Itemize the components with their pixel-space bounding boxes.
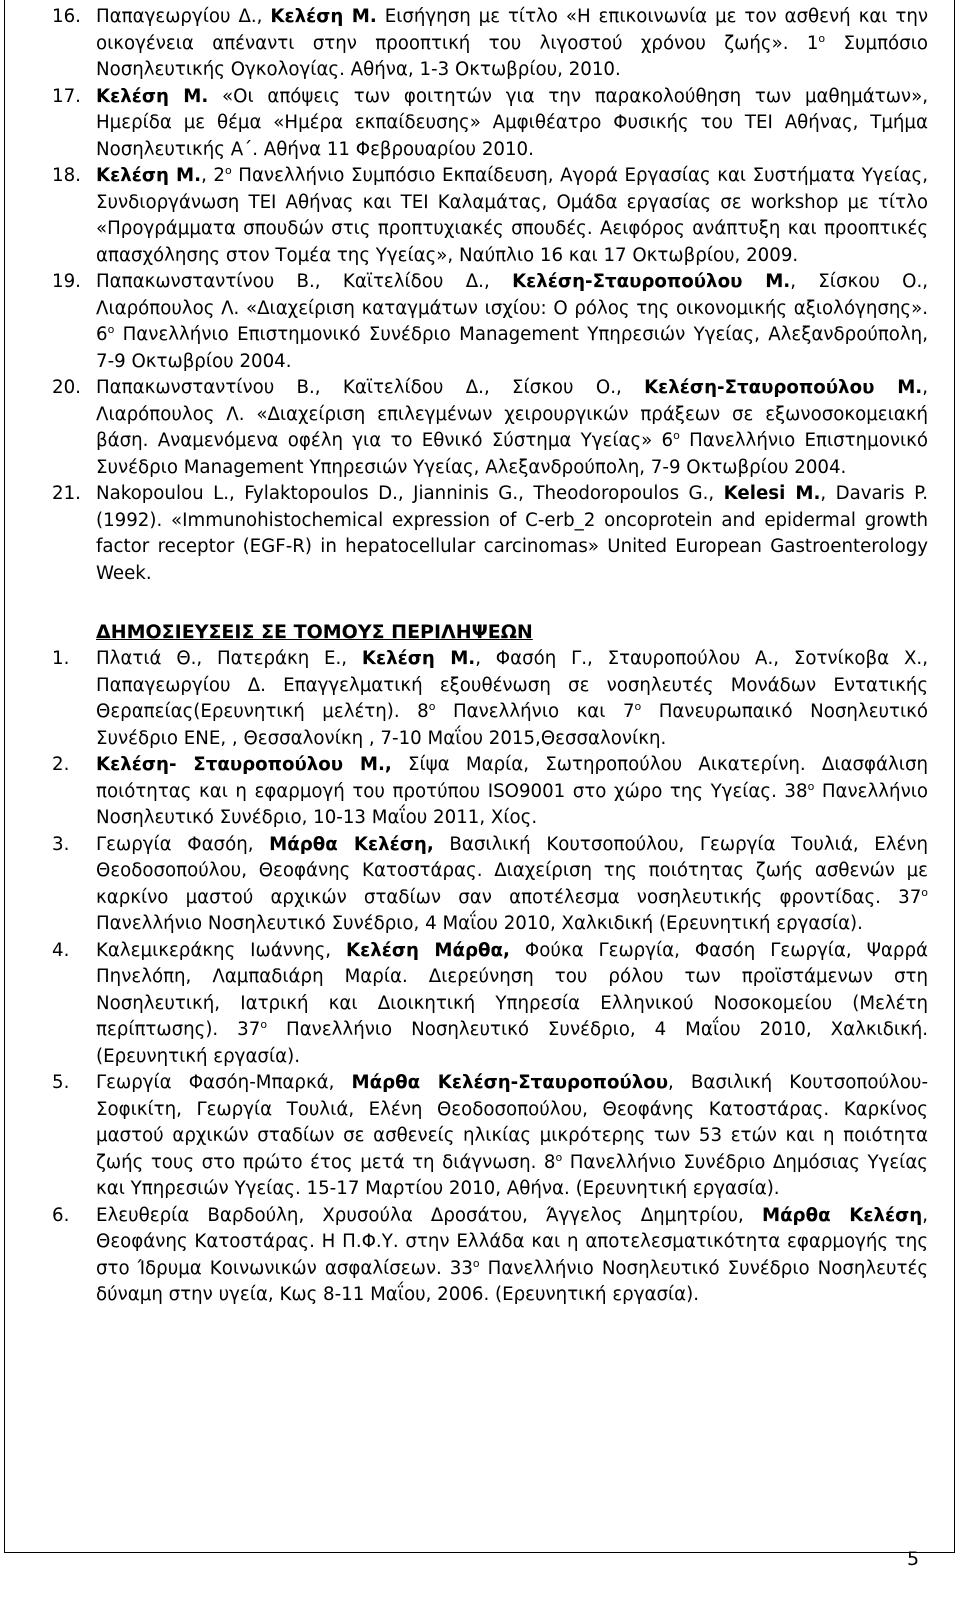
entry-text: Πανελλήνιο Επιστημονικό Συνέδριο Management Υπηρεσιών Υγείας, Αλεξανδρούπολη, 7-9 Οκτωβρίου 2004. [96, 324, 928, 372]
entry-text: Πανελλήνιο Νοσηλευτικό Συνέδριο, 4 Μαΐου 2010, Χαλκιδική. (Ερευνητική εργασία). [96, 1019, 929, 1067]
ordinal-superscript: ο [673, 429, 680, 442]
abstract-publications-list [52, 646, 928, 1309]
entry-text: Πανελλήνιο Συνέδριο Δημόσιας Υγείας και Υπηρεσιών Υγείας. 15-17 Μαρτίου 2010, Αθήνα. (Ερευνητική εργασία). [96, 1151, 928, 1199]
entry-text: Πλατιά Θ., Πατεράκη Ε., [96, 648, 362, 669]
ordinal-superscript: ο [818, 31, 826, 45]
ordinal-superscript: ο [634, 700, 642, 713]
reference-entry [52, 375, 928, 481]
entry-number: 21. [52, 483, 81, 504]
entry-text: Σίψα Μαρία, Σωτηροπούλου Αικατερίνη. Διασφάλιση ποιότητας και η εφαρμογή του προτύπου ISO9001 στο χώρο της Υγείας. 38 [96, 754, 928, 802]
entry-number: 16. [52, 6, 81, 27]
entry-text: Πανελλήνιο Νοσηλευτικό Συνέδριο Νοσηλευτές δύναμη στην υγεία, Κως 8-11 Μαΐου, 2006. (Ερευνητική εργασία). [96, 1257, 928, 1305]
entry-text: , Θεοφάνης Κατοστάρας. Η Π.Φ.Υ. στην Ελλάδα και η αποτελεσματικότητα εφαρμογής της στο Ίδρυμα Κοινωνικών ασφαλίσεων. 33 [96, 1204, 929, 1279]
entry-text: Πανελλήνιο Νοσηλευτικό Συνέδριο, 10-13 Μαΐου 2011, Χίος. [96, 780, 929, 828]
entry-text: Παπακωνσταντίνου Β., Καϊτελίδου Δ., [96, 271, 513, 292]
document-body [52, 4, 928, 1309]
reference-entry [52, 84, 928, 164]
entry-text: , Λιαρόπουλος Λ. «Διαχείριση επιλεγμένων χειρουργικών πράξεων σε εξωνοσοκομειακή βάση. Αναμενόμενα οφέλη για το Εθνικό Σύστημα Υγείας» 6 [96, 377, 929, 451]
entry-text: Πανελλήνιο Νοσηλευτικό Συνέδριο, 4 Μαΐου 2010, Χαλκιδική (Ερευνητική εργασία). [96, 913, 863, 934]
entry-text: , Davaris P. (1992). «Immunohistochemical expression of C-erb_2 oncoprotein and epidermal growth factor receptor (EGF-R) in hepatocellular carcinomas» United European Gastroenterology Week. [96, 483, 929, 584]
conference-presentations-list [52, 4, 928, 587]
author-highlight: Κελέση Μ. [96, 85, 209, 107]
entry-number: 2. [52, 754, 70, 775]
ordinal-superscript: ο [428, 700, 436, 713]
author-highlight: Κελέση-Σταυροπούλου Μ. [512, 271, 791, 292]
ordinal-superscript: ο [921, 885, 928, 899]
entry-number: 19. [52, 271, 81, 292]
entry-text: Ελευθερία Βαρδούλη, Χρυσούλα Δροσάτου, Άγγελος Δημητρίου, [96, 1204, 762, 1226]
reference-entry [52, 646, 928, 752]
reference-entry [52, 938, 928, 1071]
entry-text: , Φασόη Γ., Σταυροπούλου Α., Σοτνίκοβα Χ., Παπαγεωργίου Δ. Επαγγελματική εξουθένωση σε νοσηλευτές Μονάδων Εντατικής Θεραπείας(Ερευνητική μελέτη). 8 [96, 648, 928, 722]
entry-text: Πανελλήνιο Συμπόσιο Εκπαίδευση, Αγορά Εργασίας και Συστήματα Υγείας, Συνδιοργάνωση ΤΕΙ Αθήνας και ΤΕΙ Καλαμάτας, Ομάδα εργασίας σε workshop με τίτλο «Προγράμματα σπουδών στις προπτυχιακές σπουδές. Αειφόρος ανάπτυξη και προοπτικές απασχόλησης στον Τομέα της Υγείας», Ναύπλιο 16 και 17 Οκτωβρίου, 2009. [96, 165, 928, 266]
entry-text: Πανελλήνιο και 7 [435, 701, 635, 722]
entry-number: 1. [52, 648, 70, 669]
reference-entry [52, 269, 928, 375]
author-highlight: Μάρθα Κελέση, [269, 833, 434, 855]
entry-text: Πανευρωπαικό Νοσηλευτικό Συνέδριο ΕΝΕ, , Θεσσαλονίκη , 7-10 Μαΐου 2015,Θεσσαλονίκη. [96, 701, 928, 749]
ordinal-superscript: ο [260, 1018, 268, 1031]
entry-text: Παπακωνσταντίνου Β., Καϊτελίδου Δ., Σίσκου Ο., [96, 377, 645, 398]
reference-entry [52, 832, 928, 938]
entry-text: Εισήγηση με τίτλο «Η επικοινωνία με τον ασθενή και την οικογένεια απέναντι στην προοπτική του λιγοστού χρόνου ζωής». 1 [96, 6, 929, 54]
author-highlight: Κελέση Μ. [270, 6, 377, 27]
entry-text: Παπαγεωργίου Δ., [96, 6, 271, 27]
entry-number: 4. [52, 939, 70, 961]
reference-entry [52, 481, 928, 587]
entry-number: 3. [52, 833, 70, 855]
reference-entry [52, 163, 928, 269]
entry-text: Συμπόσιο Νοσηλευτικής Ογκολογίας. Αθήνα, 1-3 Οκτωβρίου, 2010. [96, 32, 928, 80]
ordinal-superscript: ο [107, 323, 115, 336]
ordinal-superscript: ο [555, 1150, 563, 1164]
reference-entry [52, 1203, 928, 1309]
ordinal-superscript: ο [807, 779, 815, 793]
reference-entry [52, 1070, 928, 1203]
entry-number: 20. [52, 377, 81, 398]
author-highlight: Κελέση-Σταυροπούλου Μ. [644, 377, 923, 398]
author-highlight: Κελέση- Σταυροπούλου Μ., [96, 754, 392, 775]
entry-text: , Βασιλική Κουτσοπούλου-Σοφικίτη, Γεωργία Τουλιά, Ελένη Θεοδοσοπούλου, Θεοφάνης Κατοστάρας. Καρκίνος μαστού αρχικών σταδίων σε ασθενείς ηλικίας μικρότερης των 53 ετών και η ποιότητα ζωής τους στο πρώτο έτος μετά τη διάγνωση. 8 [96, 1072, 929, 1173]
reference-entry [52, 4, 928, 84]
entry-text: Καλεμικεράκης Ιωάννης, [96, 939, 346, 961]
entry-text: Γεωργία Φασόη, [96, 833, 270, 855]
entry-text: , Σίσκου Ο., Λιαρόπουλος Λ. «Διαχείριση καταγμάτων ισχίου: Ο ρόλος της οικονομικής αξιολόγησης». 6 [96, 271, 929, 345]
ordinal-superscript: ο [472, 1256, 480, 1270]
reference-entry [52, 752, 928, 832]
author-highlight: Kelesi M. [723, 483, 821, 504]
section-title: ΔΗΜΟΣΙΕΥΣΕΙΣ ΣΕ ΤΟΜΟΥΣ ΠΕΡΙΛΗΨΕΩΝ [96, 621, 533, 643]
entry-text: Πανελλήνιο Επιστημονικό Συνέδριο Management Υπηρεσιών Υγείας, Αλεξανδρούπολη, 7-9 Οκτωβρίου 2004. [96, 430, 928, 478]
entry-number: 5. [52, 1072, 70, 1093]
entry-text: Γεωργία Φασόη-Μπαρκά, [96, 1072, 352, 1093]
entry-number: 6. [52, 1204, 70, 1226]
author-highlight: Κελέση Μ. [96, 165, 202, 186]
ordinal-superscript: ο [224, 164, 232, 177]
entry-number: 18. [52, 165, 81, 186]
page-number: 5 [907, 1548, 920, 1570]
author-highlight: Μάρθα Κελέση-Σταυροπούλου [351, 1072, 669, 1093]
entry-text: Nakopoulou L., Fylaktopoulos D., Jianninis G., Theodoropoulos G., [96, 483, 724, 504]
entry-text: Φούκα Γεωργία, Φασόη Γεωργία, Ψαρρά Πηνελόπη, Λαμπαδιάρη Μαρία. Διερεύνηση του ρόλου των προϊστάμενων στη Νοσηλευτική, Ιατρική και Διοικητική Υπηρεσία Ελληνικού Νοσοκομείου (Μελέτη περίπτωσης). 37 [96, 939, 928, 1040]
entry-text: Βασιλική Κουτσοπούλου, Γεωργία Τουλιά, Ελένη Θεοδοσοπούλου, Θεοφάνης Κατοστάρας. Διαχείριση της ποιότητας ζωής ασθενών με καρκίνο μαστού αρχικών σταδίων σαν αποτέλεσμα νοσηλευτικής φροντίδας. 37 [96, 833, 928, 908]
entry-number: 17. [52, 85, 81, 107]
entry-text: «Οι απόψεις των φοιτητών για την παρακολούθηση των μαθημάτων», Ημερίδα με θέμα «Ημέρα εκπαίδευσης» Αμφιθέατρο Φυσικής του ΤΕΙ Αθήνας, Τμήμα Νοσηλευτικής Α΄. Αθήνα 11 Φεβρουαρίου 2010. [96, 85, 928, 160]
author-highlight: Μάρθα Κελέση [761, 1204, 923, 1226]
entry-text: , 2 [201, 165, 225, 186]
author-highlight: Κελέση Μ. [361, 648, 476, 669]
author-highlight: Κελέση Μάρθα, [345, 939, 510, 961]
